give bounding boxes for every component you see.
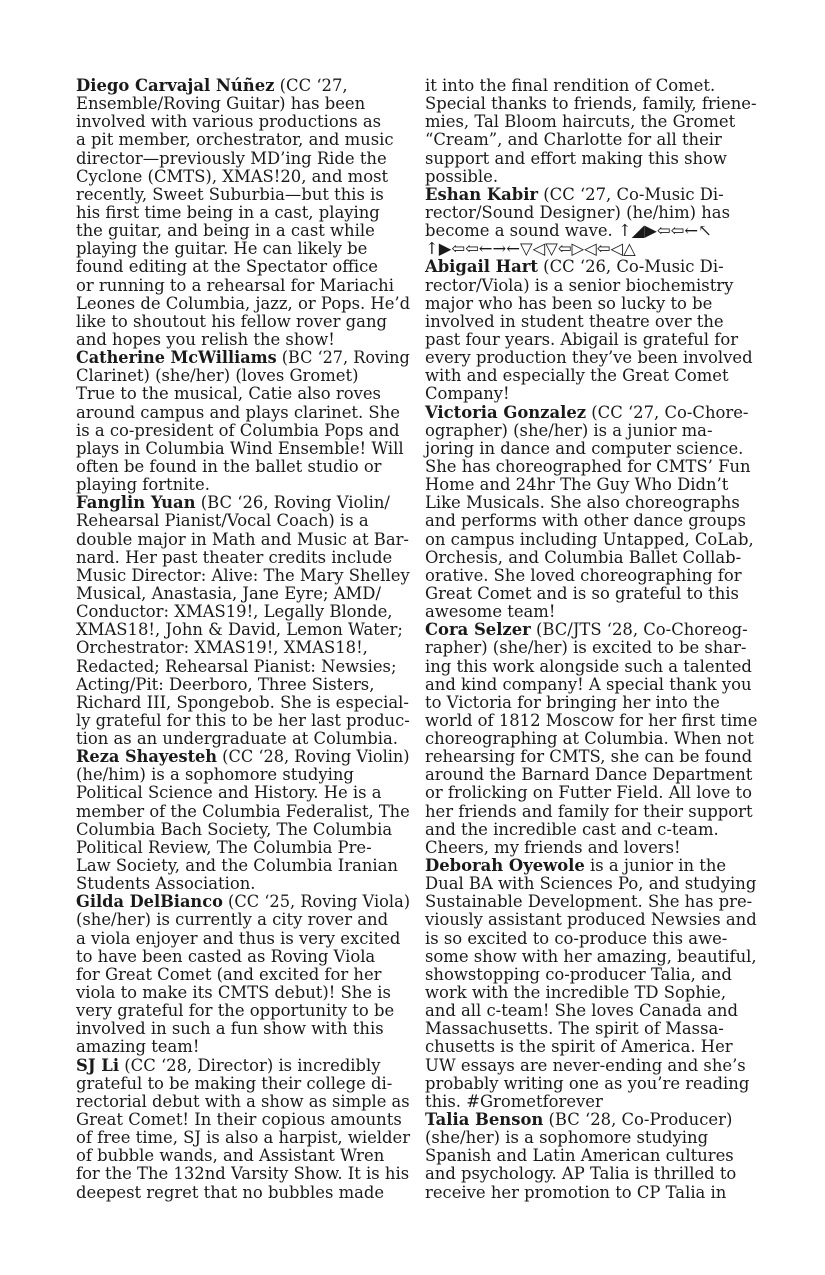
bio-text: Orchestrator: XMAS19!, XMAS18!, — [76, 638, 368, 658]
bio-text: (she/her) is currently a city rover and — [76, 910, 389, 930]
bio-line — [425, 313, 759, 331]
bio-line — [76, 821, 410, 839]
bio-line — [76, 458, 410, 476]
bio-line — [76, 621, 410, 639]
bio-text: Political Review, The Columbia Pre- — [76, 837, 372, 857]
bio-text: with and especially the Great Comet — [425, 366, 729, 386]
bio-line — [76, 476, 410, 494]
bio-line — [425, 893, 759, 911]
bio-text: mies, Tal Bloom haircuts, the Gromet — [425, 112, 736, 132]
bio-line — [425, 186, 759, 204]
bio-text: Columbia Bach Society, The Columbia — [76, 819, 393, 839]
left-column — [76, 77, 410, 1202]
bio-line — [76, 277, 410, 295]
bio-text: to have been casted as Roving Viola — [76, 946, 376, 966]
bio-line — [425, 1093, 759, 1111]
bio-line — [425, 603, 759, 621]
bio-line — [76, 875, 410, 893]
bio-line — [425, 277, 759, 295]
bio-text: ly grateful for this to be her last produc- — [76, 710, 410, 730]
bio-text: around the Barnard Dance Department — [425, 765, 753, 785]
bio-text: ing this work alongside such a talented — [425, 656, 752, 676]
bio-line — [425, 1111, 759, 1129]
bio-text: (BC/JTS ‘28, Co-Choreog- — [530, 620, 748, 640]
bio-text: playing fortnite. — [76, 475, 210, 495]
bio-text: and psychology. AP Talia is thrilled to — [425, 1164, 737, 1184]
bio-text: of free time, SJ is also a harpist, wielder — [76, 1128, 411, 1148]
bio-text: rehearsing for CMTS, she can be found — [425, 747, 753, 767]
bio-text: (CC ‘26, Co-Music Di- — [537, 257, 724, 277]
bio-name: Abigail Hart — [425, 257, 538, 277]
bio-text: Law Society, and the Columbia Iranian — [76, 856, 398, 876]
bio-line — [76, 984, 410, 1002]
bio-text: amazing team! — [76, 1037, 200, 1057]
bio-text: Music Director: Alive: The Mary Shelley — [76, 565, 410, 585]
bio-gilda-delbianco — [76, 893, 410, 1056]
bio-line — [76, 1020, 410, 1038]
bio-text: work with the incredible TD Sophie, — [425, 983, 727, 1003]
bio-text: like to shoutout his fellow rover gang — [76, 311, 387, 331]
bio-line — [425, 1020, 759, 1038]
bio-text: XMAS18!, John & David, Lemon Water; — [76, 620, 403, 640]
bio-line — [76, 331, 410, 349]
bio-text: Great Comet! In their copious amounts — [76, 1110, 402, 1130]
bio-line — [76, 295, 410, 313]
bio-abigail-hart — [425, 258, 759, 403]
bio-line — [76, 585, 410, 603]
bio-line — [425, 458, 759, 476]
bio-line — [425, 385, 759, 403]
bio-text: Orchesis, and Columbia Ballet Collab- — [425, 547, 742, 567]
bio-text: She has choreographed for CMTS’ Fun — [425, 456, 751, 476]
bio-text: Ensemble/Roving Guitar) has been — [76, 94, 366, 114]
bio-line — [425, 204, 759, 222]
bio-reza-shayesteh — [76, 748, 410, 893]
bio-text: is a junior in the — [584, 856, 727, 876]
bio-sj-li — [76, 1057, 410, 1202]
bio-line — [425, 440, 759, 458]
bio-name: Eshan Kabir — [425, 184, 539, 204]
bio-line — [76, 150, 410, 168]
bio-line — [425, 1002, 759, 1020]
bio-text: past four years. Abigail is grateful for — [425, 329, 739, 349]
bio-line — [425, 585, 759, 603]
bio-line — [425, 839, 759, 857]
bio-line — [425, 1057, 759, 1075]
bio-line — [425, 911, 759, 929]
bio-line — [76, 531, 410, 549]
right-column — [425, 77, 759, 1202]
bio-line — [76, 1038, 410, 1056]
bio-text: double major in Math and Music at Bar- — [76, 529, 409, 549]
bio-text: the guitar, and being in a cast while — [76, 221, 375, 241]
bio-text: involved in student theatre over the — [425, 311, 724, 331]
bio-text: Musical, Anastasia, Jane Eyre; AMD/ — [76, 583, 381, 603]
bio-talia-benson — [425, 1111, 759, 1202]
bio-line — [76, 313, 410, 331]
bio-line — [425, 1184, 759, 1202]
bio-line — [76, 730, 410, 748]
bio-text: UW essays are never-ending and she’s — [425, 1055, 746, 1075]
bio-text: support and effort making this show — [425, 148, 727, 168]
bio-name: Talia Benson — [425, 1110, 544, 1130]
bio-text: (BC ‘28, Co-Producer) — [543, 1110, 733, 1130]
bio-line — [76, 168, 410, 186]
bio-line — [76, 784, 410, 802]
bio-text: nard. Her past theater credits include — [76, 547, 393, 567]
bio-text: Leones de Columbia, jazz, or Pops. He’d — [76, 293, 411, 313]
bio-line — [76, 1057, 410, 1075]
bio-line — [76, 131, 410, 149]
bio-line — [425, 240, 759, 258]
bio-text: every production they’ve been involved — [425, 348, 753, 368]
bio-text: deepest regret that no bubbles made — [76, 1182, 385, 1202]
bio-line — [425, 404, 759, 422]
bio-text: is a co-president of Columbia Pops and — [76, 420, 400, 440]
bio-line — [425, 984, 759, 1002]
bio-text: Redacted; Rehearsal Pianist: Newsies; — [76, 656, 397, 676]
bio-text: her friends and family for their support — [425, 801, 753, 821]
bio-text: Dual BA with Sciences Po, and studying — [425, 874, 757, 894]
bio-text: Special thanks to friends, family, friene- — [425, 94, 757, 114]
bio-text: chusetts is the spirit of America. Her — [425, 1037, 733, 1057]
bio-text: his first time being in a cast, playing — [76, 202, 380, 222]
bio-text: Spanish and Latin American cultures — [425, 1146, 734, 1166]
bio-text: or frolicking on Futter Field. All love to — [425, 783, 752, 803]
bio-text: Rehearsal Pianist/Vocal Coach) is a — [76, 511, 369, 531]
bio-text: is so excited to co-produce this awe- — [425, 928, 728, 948]
bio-victoria-gonzalez — [425, 404, 759, 622]
bio-text: viola to make its CMTS debut)! She is — [76, 983, 391, 1003]
bio-line — [425, 531, 759, 549]
bio-line — [425, 1147, 759, 1165]
bio-text: ographer) (she/her) is a junior ma- — [425, 420, 713, 440]
bio-line — [425, 1038, 759, 1056]
bio-text: Students Association. — [76, 874, 256, 894]
bio-line — [425, 1075, 759, 1093]
bio-line — [76, 1111, 410, 1129]
bio-line — [76, 603, 410, 621]
bio-line — [425, 784, 759, 802]
bio-text: involved in such a fun show with this — [76, 1019, 384, 1039]
bio-line — [425, 422, 759, 440]
bio-line — [76, 658, 410, 676]
bio-name: Catherine McWilliams — [76, 348, 277, 368]
bio-text: found editing at the Spectator office — [76, 257, 378, 277]
bio-line — [76, 222, 410, 240]
bio-text: plays in Columbia Wind Ensemble! Will — [76, 438, 404, 458]
bio-text: and all c-team! She loves Canada and — [425, 1001, 738, 1021]
bio-text: Cyclone (CMTS), XMAS!20, and most — [76, 166, 389, 186]
bio-line — [425, 367, 759, 385]
bio-line — [425, 150, 759, 168]
bio-text: become a sound wave. ↑◢▶⇦⇦←↖ — [425, 221, 712, 241]
bio-text: Conductor: XMAS19!, Legally Blonde, — [76, 602, 393, 622]
bio-text: often be found in the ballet studio or — [76, 456, 382, 476]
bio-line — [425, 694, 759, 712]
bio-line — [76, 676, 410, 694]
bio-catherine-mcwilliams — [76, 349, 410, 494]
bio-line — [76, 839, 410, 857]
bio-text: very grateful for the opportunity to be — [76, 1001, 395, 1021]
bio-line — [76, 385, 410, 403]
bio-text: (BC ‘27, Roving — [276, 348, 410, 368]
bio-text: (CC ‘27, Co-Chore- — [586, 402, 749, 422]
bio-text: tion as an undergraduate at Columbia. — [76, 729, 398, 749]
bio-text: on campus including Untapped, CoLab, — [425, 529, 754, 549]
bio-text: Massachusetts. The spirit of Massa- — [425, 1019, 724, 1039]
bio-line — [425, 639, 759, 657]
bio-name: Deborah Oyewole — [425, 856, 585, 876]
bio-line — [76, 258, 410, 276]
bio-line — [76, 404, 410, 422]
bio-text: a pit member, orchestrator, and music — [76, 130, 394, 150]
bio-line — [76, 422, 410, 440]
bio-text: it into the final rendition of Comet. — [425, 76, 716, 95]
bio-text: to Victoria for bringing her into the — [425, 692, 720, 712]
bio-text: (BC ‘26, Roving Violin/ — [195, 493, 390, 513]
bio-text: (CC ‘28, Roving Violin) — [217, 747, 410, 767]
bio-text: Home and 24hr The Guy Who Didn’t — [425, 475, 729, 495]
bio-line — [76, 186, 410, 204]
bio-cora-selzer — [425, 621, 759, 857]
bio-line — [425, 930, 759, 948]
bio-line — [425, 222, 759, 240]
bio-line — [425, 549, 759, 567]
bio-text: (CC ‘28, Director) is incredibly — [119, 1055, 381, 1075]
bio-line — [76, 694, 410, 712]
bio-continued — [425, 77, 759, 186]
bio-line — [76, 1184, 410, 1202]
bio-line — [425, 875, 759, 893]
bio-line — [76, 549, 410, 567]
bio-text: recently, Sweet Suburbia—but this is — [76, 184, 384, 204]
bio-line — [425, 730, 759, 748]
bio-text: a viola enjoyer and thus is very excited — [76, 928, 401, 948]
bio-name: Gilda DelBianco — [76, 892, 223, 912]
bio-text: possible. — [425, 166, 499, 186]
bio-line — [76, 348, 410, 368]
bio-text: or running to a rehearsal for Mariachi — [76, 275, 394, 295]
bio-line — [425, 948, 759, 966]
bio-line — [425, 821, 759, 839]
bio-line — [425, 1129, 759, 1147]
bio-text: Clarinet) (she/her) (loves Gromet) — [76, 366, 359, 386]
bio-name: SJ Li — [76, 1055, 120, 1075]
bio-text: some show with her amazing, beautiful, — [425, 946, 757, 966]
bio-line — [425, 512, 759, 530]
bio-line — [76, 512, 410, 530]
bio-deborah-oyewole — [425, 857, 759, 1111]
bio-text: of bubble wands, and Assistant Wren — [76, 1146, 385, 1166]
bio-text: major who has been so lucky to be — [425, 293, 713, 313]
bio-line — [76, 930, 410, 948]
bio-line — [425, 258, 759, 276]
bio-line — [425, 857, 759, 875]
bio-fanglin-yuan — [76, 494, 410, 748]
bio-text: for Great Comet (and excited for her — [76, 964, 382, 984]
bio-text: Richard III, Spongebob. She is especial- — [76, 692, 409, 712]
bio-text: viously assistant produced Newsies and — [425, 910, 757, 930]
bio-text: this. #Grometforever — [425, 1091, 603, 1111]
bio-line — [76, 911, 410, 929]
bio-text: awesome team! — [425, 602, 556, 622]
bio-text: member of the Columbia Federalist, The — [76, 801, 410, 821]
bio-line — [76, 95, 410, 113]
bio-line — [76, 367, 410, 385]
bio-text: world of 1812 Moscow for her first time — [425, 710, 758, 730]
bio-line — [76, 113, 410, 131]
bio-line — [425, 766, 759, 784]
bio-line — [425, 77, 759, 95]
bio-line — [425, 95, 759, 113]
bio-line — [425, 1165, 759, 1183]
bio-text: (CC ‘27, Co-Music Di- — [538, 184, 724, 204]
bio-line — [76, 77, 410, 95]
bio-line — [425, 494, 759, 512]
bio-text: around campus and plays clarinet. She — [76, 402, 400, 422]
bio-text: rector/Viola) is a senior biochemistry — [425, 275, 734, 295]
bio-text: “Cream”, and Charlotte for all their — [425, 130, 722, 150]
bio-line — [76, 204, 410, 222]
bio-text: Cheers, my friends and lovers! — [425, 837, 681, 857]
bio-text: rectorial debut with a show as simple as — [76, 1091, 410, 1111]
bio-text: rapher) (she/her) is excited to be shar- — [425, 638, 747, 658]
bio-line — [76, 1093, 408, 1111]
bio-line — [76, 1129, 410, 1147]
bio-line — [425, 658, 759, 676]
bio-text: Sustainable Development. She has pre- — [425, 892, 753, 912]
bio-text: (CC ‘27, — [274, 76, 348, 95]
bio-line — [425, 113, 759, 131]
bio-line — [76, 567, 410, 585]
bio-name: Cora Selzer — [425, 620, 531, 640]
bio-text: (she/her) is a sophomore studying — [425, 1128, 709, 1148]
bio-text: (CC ‘25, Roving Viola) — [222, 892, 411, 912]
bio-line — [76, 494, 410, 512]
bio-line — [76, 240, 410, 258]
bio-text: playing the guitar. He can likely be — [76, 239, 368, 259]
bio-text: grateful to be making their college di- — [76, 1073, 393, 1093]
bio-text: Company! — [425, 384, 510, 404]
bio-line — [76, 440, 410, 458]
bio-line — [76, 1147, 410, 1165]
bio-line — [76, 948, 410, 966]
bio-text: Like Musicals. She also choreographs — [425, 493, 740, 513]
bio-text: ↑▶⇦⇦←→←▽◁▽⇦▷◁⇦◁△ — [425, 239, 636, 259]
bio-text: choreographing at Columbia. When not — [425, 729, 754, 749]
bio-line — [425, 476, 759, 494]
bio-text: and hopes you relish the show! — [76, 329, 335, 349]
bio-line — [425, 295, 759, 313]
bio-line — [425, 168, 759, 186]
bio-text: True to the musical, Catie also roves — [76, 384, 381, 404]
bio-text: for the The 132nd Varsity Show. It is his — [76, 1164, 410, 1184]
bio-name: Fanglin Yuan — [76, 493, 196, 513]
bio-line — [76, 639, 410, 657]
bio-text: and the incredible cast and c-team. — [425, 819, 719, 839]
bio-line — [425, 676, 759, 694]
bio-text: rector/Sound Designer) (he/him) has — [425, 202, 730, 222]
bio-text: Political Science and History. He is a — [76, 783, 382, 803]
bio-text: Great Comet and is so grateful to this — [425, 583, 739, 603]
bio-text: and kind company! A special thank you — [425, 674, 752, 694]
bio-line — [425, 966, 759, 984]
bio-line — [76, 1002, 410, 1020]
bio-name: Reza Shayesteh — [76, 747, 218, 767]
bio-line — [76, 892, 411, 912]
bio-line — [76, 712, 408, 730]
bio-line — [425, 712, 759, 730]
bio-line — [76, 1165, 410, 1183]
bio-eshan-kabir — [425, 186, 759, 259]
bio-line — [425, 621, 759, 639]
bio-line — [425, 567, 759, 585]
bio-line — [76, 801, 410, 821]
bio-line — [76, 1075, 410, 1093]
bio-text: orative. She loved choreographing for — [425, 565, 742, 585]
bio-name: Victoria Gonzalez — [425, 402, 587, 422]
bio-line — [76, 857, 410, 875]
bio-line — [425, 131, 759, 149]
bio-line — [76, 747, 410, 767]
bio-text: involved with various productions as — [76, 112, 382, 132]
bio-line — [76, 766, 410, 784]
bio-text: probably writing one as you’re reading — [425, 1073, 750, 1093]
bio-text: showstopping co-producer Talia, and — [425, 964, 732, 984]
bio-line — [425, 803, 759, 821]
bio-text: Acting/Pit: Deerboro, Three Sisters, — [76, 674, 375, 694]
bio-line — [425, 331, 759, 349]
bio-diego-carvajal-nunez — [76, 77, 410, 349]
bio-text: joring in dance and computer science. — [425, 438, 744, 458]
bio-line — [425, 748, 759, 766]
bio-line — [425, 349, 759, 367]
bio-line — [76, 966, 410, 984]
bio-text: receive her promotion to CP Talia in — [425, 1182, 727, 1202]
bio-text: director—previously MD’ing Ride the — [76, 148, 387, 168]
bio-name: Diego Carvajal Núñez — [76, 76, 275, 95]
bio-text: (he/him) is a sophomore studying — [76, 765, 354, 785]
bio-text: and performs with other dance groups — [425, 511, 746, 531]
